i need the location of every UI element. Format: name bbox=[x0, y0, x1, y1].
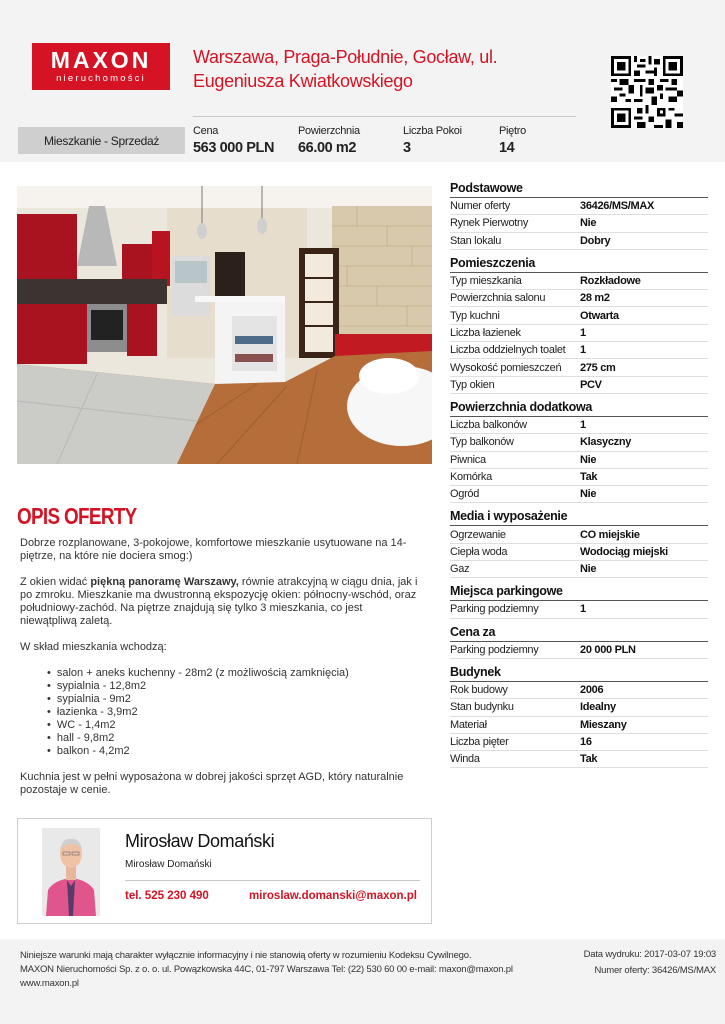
agent-name: Mirosław Domański bbox=[125, 831, 275, 851]
description-paragraph-2 bbox=[20, 576, 420, 628]
detail-row bbox=[450, 642, 708, 659]
detail-value: PCV bbox=[580, 378, 602, 391]
detail-row bbox=[450, 342, 708, 359]
detail-value: Rozkładowe bbox=[580, 275, 641, 288]
agent-photo bbox=[42, 828, 100, 916]
price-label: Cena bbox=[193, 125, 219, 137]
agent-email[interactable]: miroslaw.domanski@maxon.pl bbox=[249, 890, 417, 902]
detail-value: 2006 bbox=[580, 684, 604, 697]
detail-label: Materiał bbox=[450, 718, 487, 731]
summary-area bbox=[298, 124, 360, 158]
print-date: Data wydruku: 2017-03-07 19:03 bbox=[583, 949, 716, 960]
detail-label: Liczba łazienek bbox=[450, 326, 521, 339]
footer bbox=[0, 939, 725, 1024]
detail-value: Idealny bbox=[580, 701, 616, 714]
category-badge: Mieszkanie - Sprzedaż bbox=[18, 127, 185, 154]
summary-rooms bbox=[403, 124, 462, 158]
detail-row bbox=[450, 601, 708, 618]
rooms-list-item: • sypialnia - 9m2 bbox=[47, 693, 420, 706]
detail-row bbox=[450, 699, 708, 716]
detail-row bbox=[450, 717, 708, 734]
detail-value: Otwarta bbox=[580, 309, 619, 322]
detail-row bbox=[450, 452, 708, 469]
detail-value: Wodociąg miejski bbox=[580, 545, 668, 558]
header bbox=[0, 0, 725, 162]
detail-row bbox=[450, 215, 708, 232]
detail-row bbox=[450, 377, 708, 394]
detail-label: Piwnica bbox=[450, 453, 486, 466]
detail-value: Mieszany bbox=[580, 718, 627, 731]
agent-card bbox=[17, 818, 432, 924]
detail-label: Typ kuchni bbox=[450, 309, 500, 322]
detail-value: Nie bbox=[580, 563, 597, 576]
rooms-list-item: • hall - 9,8m2 bbox=[47, 732, 420, 745]
detail-value: Nie bbox=[580, 217, 597, 230]
detail-value: 16 bbox=[580, 735, 592, 748]
agent-phone[interactable]: tel. 525 230 490 bbox=[125, 890, 209, 902]
detail-label: Rok budowy bbox=[450, 684, 508, 697]
section-heading: Pomieszczenia bbox=[450, 256, 708, 273]
rooms-list bbox=[47, 667, 420, 758]
agent-subtitle: Mirosław Domański bbox=[125, 859, 212, 870]
detail-label: Liczba oddzielnych toalet bbox=[450, 344, 566, 357]
detail-label: Numer oferty bbox=[450, 200, 510, 213]
agent-divider bbox=[125, 880, 420, 881]
detail-row bbox=[450, 307, 708, 324]
description-title: OPIS OFERTY bbox=[17, 503, 137, 529]
price-value: 563 000 PLN bbox=[193, 140, 275, 156]
detail-row bbox=[450, 544, 708, 561]
description-paragraph-4: Kuchnia jest w pełni wyposażona w dobrej jakości sprzęt AGD, który naturalnie pozostaje w cenie. bbox=[20, 771, 404, 796]
footer-offer-number: Numer oferty: 36426/MS/MAX bbox=[594, 965, 716, 976]
detail-label: Gaz bbox=[450, 563, 470, 576]
detail-row bbox=[450, 198, 708, 215]
detail-value: Dobry bbox=[580, 234, 611, 247]
detail-label: Stan lokalu bbox=[450, 234, 502, 247]
detail-label: Ciepła woda bbox=[450, 545, 508, 558]
detail-value: 36426/MS/MAX bbox=[580, 200, 655, 213]
section-heading: Podstawowe bbox=[450, 181, 708, 198]
rooms-list-item: • balkon - 4,2m2 bbox=[47, 745, 420, 758]
area-value: 66.00 m2 bbox=[298, 140, 357, 156]
property-details bbox=[450, 181, 708, 768]
detail-row bbox=[450, 526, 708, 543]
section-heading: Miejsca parkingowe bbox=[450, 584, 708, 601]
rooms-list-item: • sypialnia - 12,8m2 bbox=[47, 680, 420, 693]
rooms-value: 3 bbox=[403, 140, 411, 156]
disclaimer-line-1: Niniejsze warunki mają charakter wyłącznie informacyjny i nie stanowią oferty w rozumieniu Kodeksu Cywilnego. bbox=[20, 950, 472, 961]
detail-value: Nie bbox=[580, 488, 597, 501]
maxon-logo[interactable] bbox=[32, 43, 170, 90]
detail-row bbox=[450, 417, 708, 434]
detail-label: Liczba pięter bbox=[450, 735, 509, 748]
detail-label: Ogrzewanie bbox=[450, 528, 506, 541]
section-heading: Media i wyposażenie bbox=[450, 509, 708, 526]
qr-code-icon bbox=[611, 56, 683, 128]
company-info: MAXON Nieruchomości Sp. z o. o. ul. Powązkowska 44C, 01-797 Warszawa Tel: (22) 530 60 00 e-mail: maxon@maxon.pl www.maxon.pl bbox=[20, 964, 513, 989]
detail-value: Nie bbox=[580, 453, 597, 466]
section-heading: Cena za bbox=[450, 625, 708, 642]
detail-row bbox=[450, 290, 708, 307]
detail-label: Komórka bbox=[450, 471, 492, 483]
floor-label: Piętro bbox=[499, 125, 526, 137]
rooms-label: Liczba Pokoi bbox=[403, 125, 462, 137]
detail-label: Typ balkonów bbox=[450, 436, 514, 449]
detail-row bbox=[450, 734, 708, 751]
detail-row bbox=[450, 682, 708, 699]
summary-price bbox=[193, 124, 274, 158]
detail-label: Rynek Pierwotny bbox=[450, 217, 529, 230]
rooms-list-item: • WC - 1,4m2 bbox=[47, 719, 420, 732]
detail-label: Typ okien bbox=[450, 378, 495, 391]
detail-row bbox=[450, 751, 708, 768]
detail-label: Parking podziemny bbox=[450, 603, 539, 616]
rooms-list-item: • salon + aneks kuchenny - 28m2 (z możliwością zamknięcia) bbox=[47, 667, 420, 680]
detail-row bbox=[450, 561, 708, 578]
detail-row bbox=[450, 434, 708, 451]
description-text: równie atrakcyjną w ciągu dnia, jak i po zmroku. Mieszkanie ma dwustronną ekspozycję okien: północny-wschód, oraz południowy-zachód. Na piętrze znajdują się tylko 3 mieszkania, co jest niewątpliwą zaletą. bbox=[20, 576, 418, 627]
description-highlight: piękną panoramę Warszawy, bbox=[90, 576, 239, 588]
detail-value: CO miejskie bbox=[580, 528, 640, 541]
description-text: Z okien widać bbox=[20, 576, 91, 588]
detail-value: Klasyczny bbox=[580, 436, 632, 449]
detail-row bbox=[450, 273, 708, 290]
detail-value: 1 bbox=[580, 603, 586, 616]
detail-label: Wysokość pomieszczeń bbox=[450, 361, 562, 374]
detail-row bbox=[450, 359, 708, 376]
detail-value: 1 bbox=[580, 419, 586, 432]
detail-label: Typ mieszkania bbox=[450, 275, 522, 288]
area-label: Powierzchnia bbox=[298, 125, 360, 137]
footer-disclaimer bbox=[20, 949, 560, 991]
detail-value: 28 m2 bbox=[580, 292, 610, 305]
detail-value: 275 cm bbox=[580, 361, 616, 374]
detail-label: Winda bbox=[450, 753, 480, 766]
detail-row bbox=[450, 486, 708, 503]
floor-value: 14 bbox=[499, 140, 515, 156]
logo-sub: nieruchomości bbox=[56, 73, 146, 84]
detail-label: Liczba balkonów bbox=[450, 419, 527, 432]
detail-label: Ogród bbox=[450, 488, 480, 501]
section-heading: Powierzchnia dodatkowa bbox=[450, 400, 708, 417]
detail-value: Tak bbox=[580, 471, 598, 483]
detail-label: Stan budynku bbox=[450, 701, 514, 714]
section-heading: Budynek bbox=[450, 665, 708, 682]
rooms-list-item: • łazienka - 3,9m2 bbox=[47, 706, 420, 719]
summary-floor bbox=[499, 124, 526, 158]
header-divider bbox=[193, 116, 576, 117]
detail-row bbox=[450, 325, 708, 342]
detail-value: 20 000 PLN bbox=[580, 643, 636, 656]
detail-label: Powierzchnia salonu bbox=[450, 292, 546, 305]
detail-value: 1 bbox=[580, 326, 586, 339]
property-address: Warszawa, Praga-Południe, Gocław, ul. Eugeniusza Kwiatkowskiego bbox=[193, 47, 498, 91]
property-photo[interactable] bbox=[17, 186, 432, 464]
description-paragraph-1: Dobrze rozplanowane, 3-pokojowe, komfortowe mieszkanie usytuowane na 14-piętrze, na które nie dociera smog:) bbox=[20, 537, 407, 562]
detail-value: 1 bbox=[580, 344, 586, 357]
detail-row bbox=[450, 233, 708, 250]
detail-label: Parking podziemny bbox=[450, 643, 539, 656]
description-body bbox=[20, 537, 420, 810]
description-paragraph-3: W skład mieszkania wchodzą: bbox=[20, 641, 167, 653]
detail-row bbox=[450, 469, 708, 486]
logo-brand: MAXON bbox=[50, 47, 152, 73]
detail-value: Tak bbox=[580, 753, 598, 766]
